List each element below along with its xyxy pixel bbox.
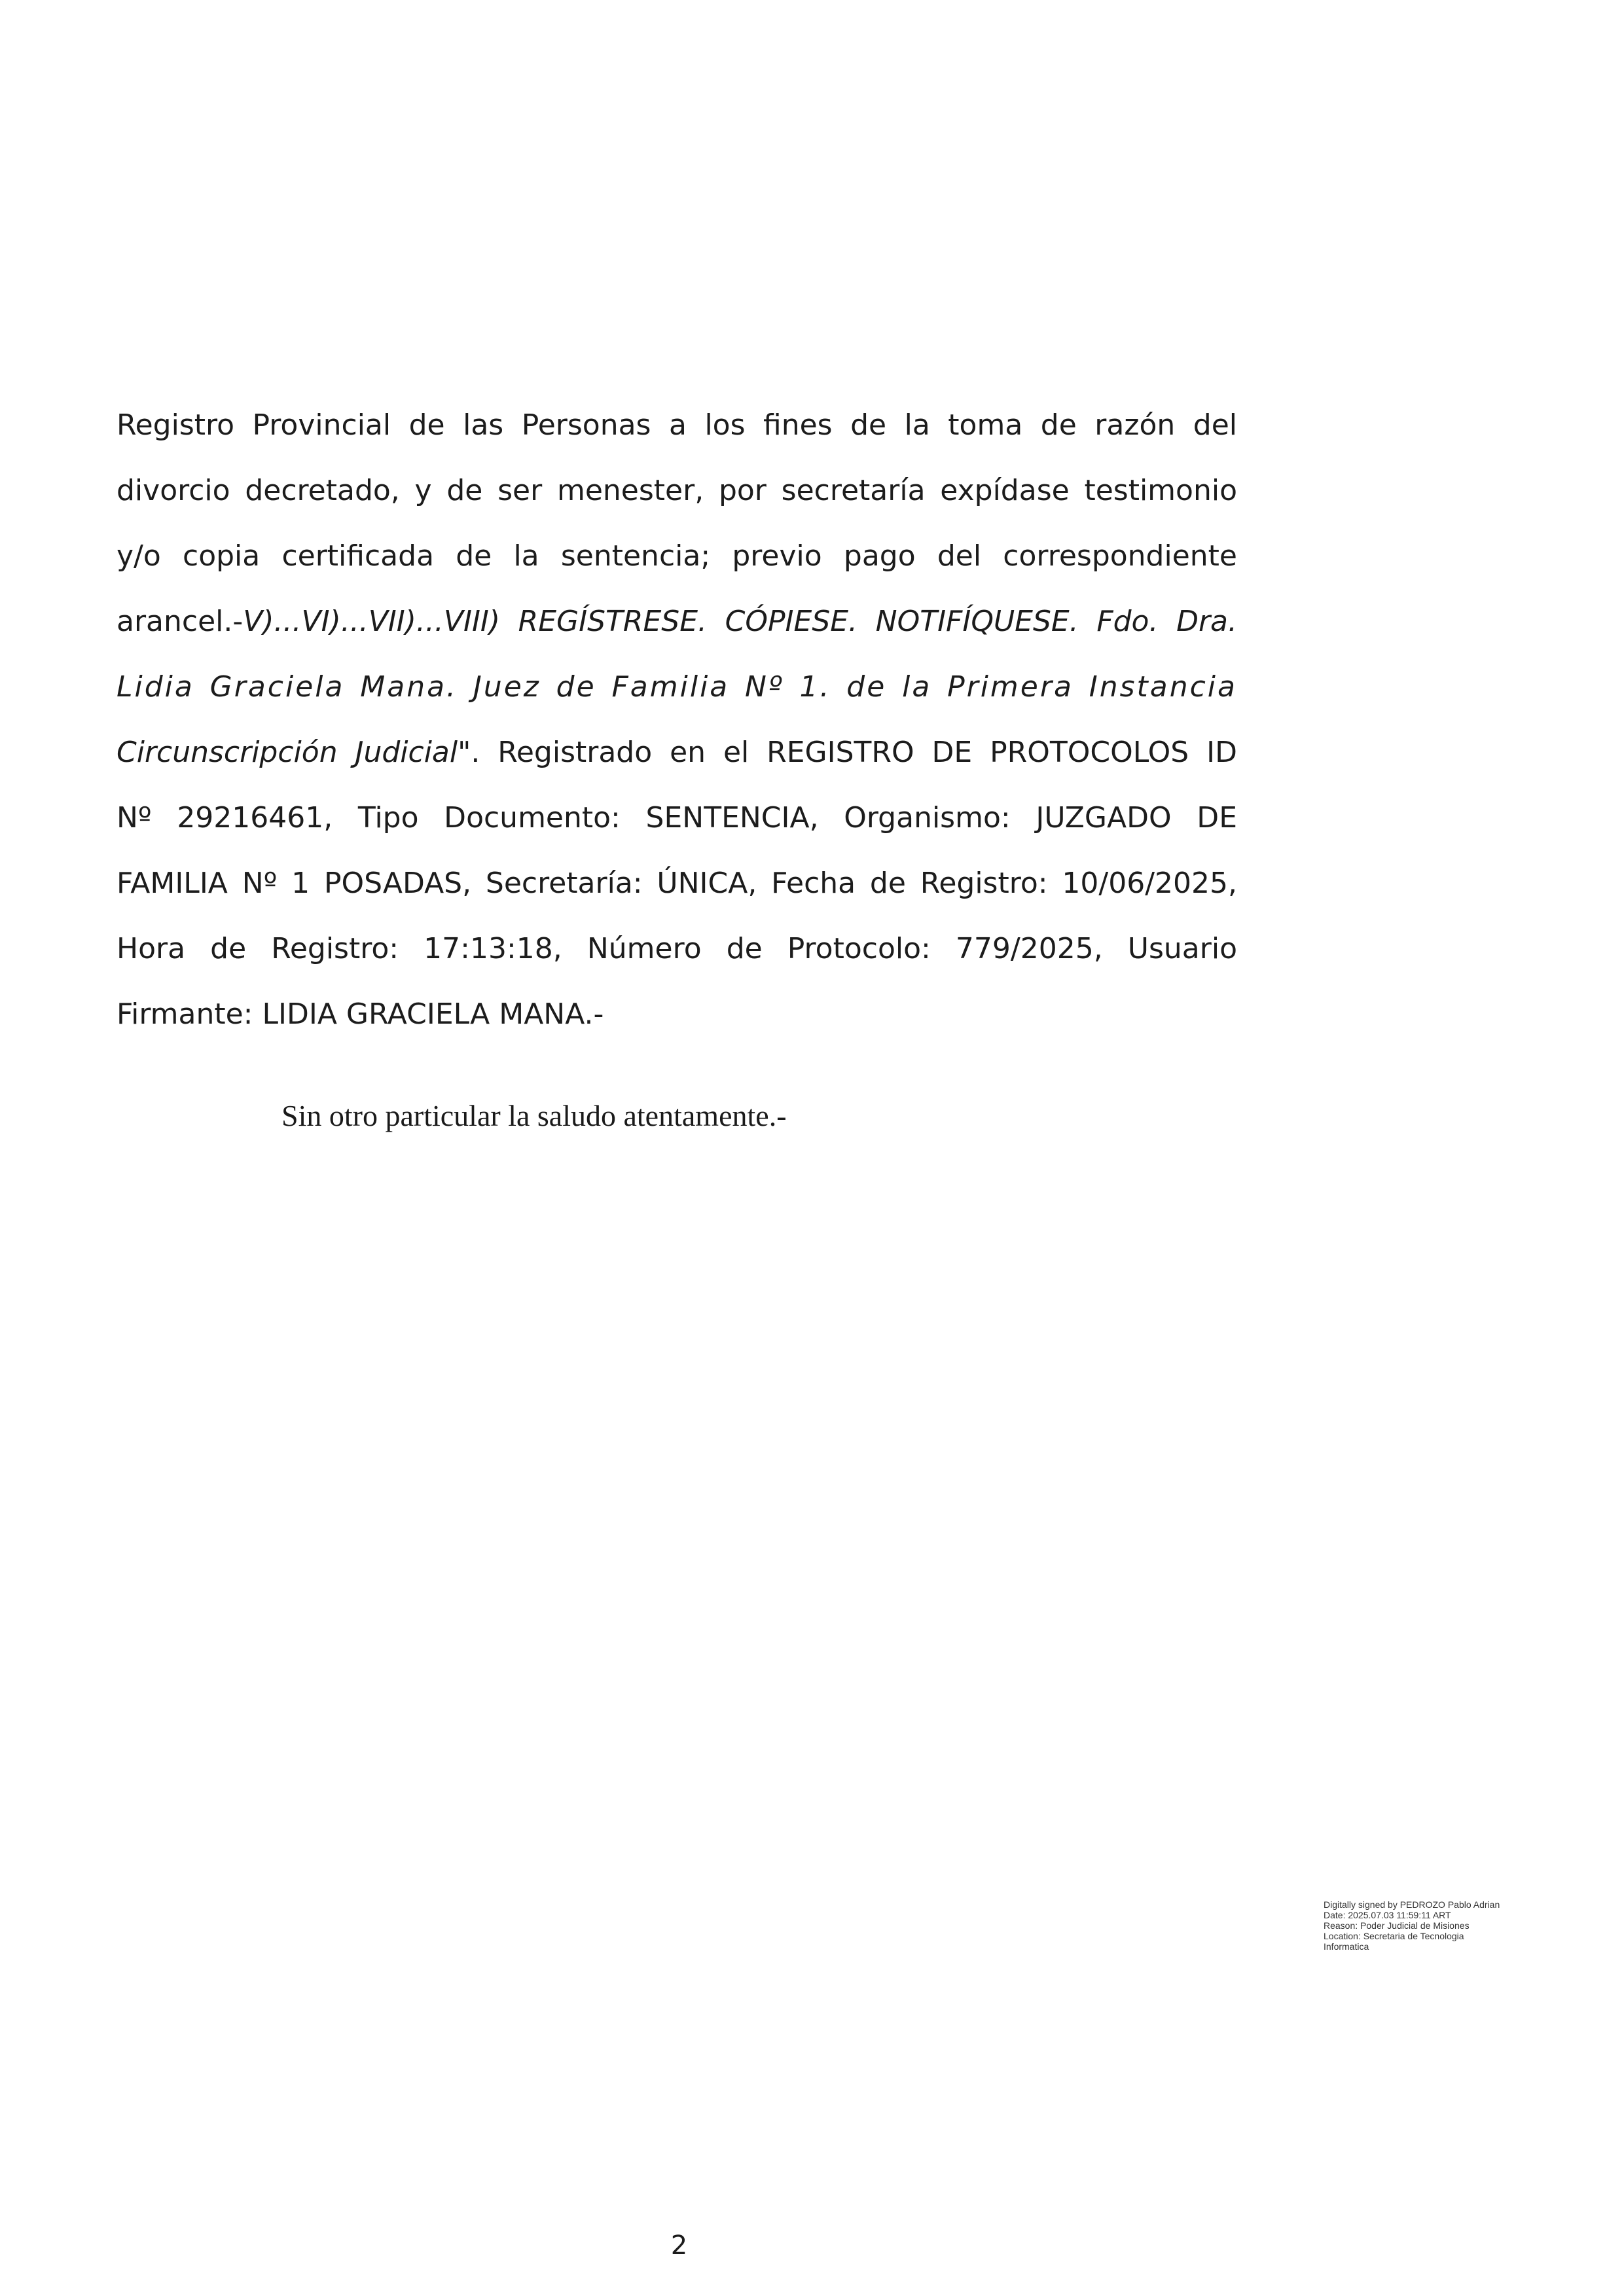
signature-line: Reason: Poder Judicial de Misiones <box>1324 1920 1470 1931</box>
paragraph-line <box>117 458 1237 524</box>
paragraph-line <box>117 916 1237 982</box>
paragraph-text: Registro Provincial de las Personas a los fines de la toma de razón del <box>117 408 1237 442</box>
paragraph-line <box>117 589 1237 655</box>
paragraph-line <box>117 720 1237 785</box>
paragraph-line <box>117 851 1237 916</box>
page-number: 2 <box>670 2231 688 2261</box>
paragraph-text: FAMILIA Nº 1 POSADAS, Secretaría: ÚNICA, Fecha de Registro: 10/06/2025, <box>117 867 1237 900</box>
paragraph-text: Nº 29216461, Tipo Documento: SENTENCIA, Organismo: JUZGADO DE <box>117 801 1237 834</box>
paragraph-line <box>117 524 1237 589</box>
closing-line: Sin otro particular la saludo atentamente.- <box>281 1099 787 1132</box>
paragraph-line <box>117 655 1237 720</box>
digital-signature-block <box>1324 1899 1546 1952</box>
paragraph-text: V)...VI)...VII)...VIII) REGÍSTRESE. CÓPIESE. NOTIFÍQUESE. Fdo. Dra. <box>243 605 1237 638</box>
paragraph-line <box>117 982 1237 1047</box>
body-paragraph <box>117 393 1237 1047</box>
signature-line: Location: Secretaria de Tecnologia <box>1324 1931 1464 1941</box>
paragraph-line <box>117 393 1237 458</box>
signature-line: Date: 2025.07.03 11:59:11 ART <box>1324 1910 1451 1920</box>
paragraph-text: divorcio decretado, y de ser menester, por secretaría expídase testimonio <box>117 474 1237 507</box>
paragraph-text: ". Registrado en el REGISTRO DE PROTOCOLOS ID <box>458 736 1237 769</box>
paragraph-text: Lidia Graciela Mana. Juez de Familia Nº 1. de la Primera Instancia <box>117 670 1237 704</box>
paragraph-text: Hora de Registro: 17:13:18, Número de Protocolo: 779/2025, Usuario <box>117 932 1237 965</box>
paragraph-text: Circunscripción Judicial <box>117 736 458 769</box>
paragraph-text: Firmante: LIDIA GRACIELA MANA.- <box>117 997 604 1031</box>
paragraph-text: y/o copia certificada de la sentencia; previo pago del correspondiente <box>117 539 1237 573</box>
paragraph-text: arancel.- <box>117 605 244 638</box>
paragraph-line <box>117 785 1237 851</box>
signature-line: Informatica <box>1324 1941 1369 1952</box>
signature-line: Digitally signed by PEDROZO Pablo Adrian <box>1324 1899 1500 1910</box>
